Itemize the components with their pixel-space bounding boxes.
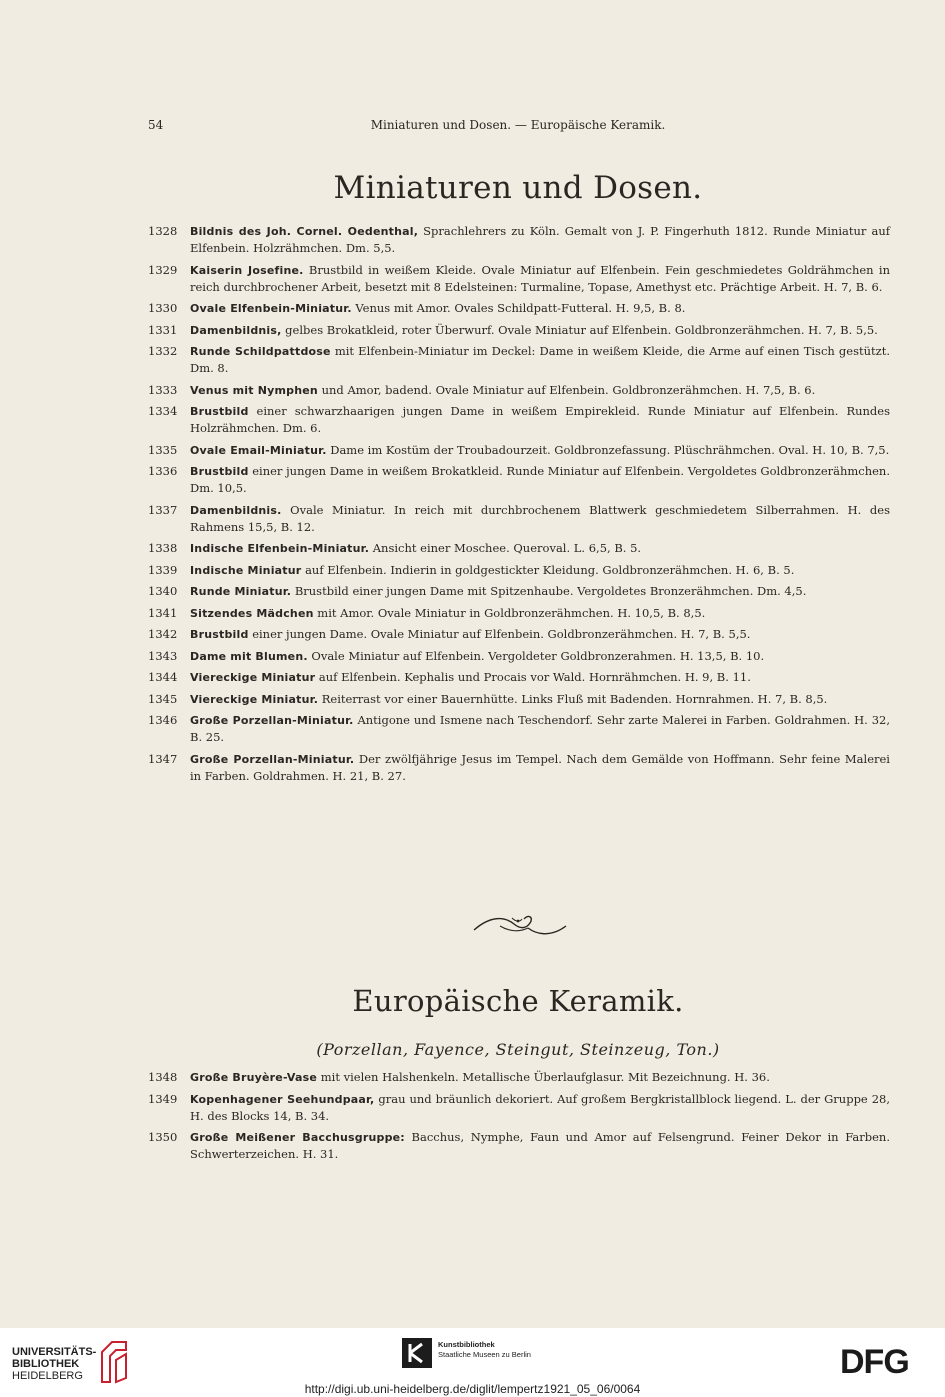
entry-number: 1345 xyxy=(148,691,178,706)
ub-heidelberg-logo-text[interactable] xyxy=(12,1346,96,1382)
entry-number: 1336 xyxy=(148,464,178,478)
entry-title: Venus mit Nymphen xyxy=(190,383,318,397)
catalog-entry xyxy=(148,300,890,317)
entry-title: Brustbild xyxy=(190,465,249,478)
running-title: Miniaturen und Dosen. — Europäische Keramik. xyxy=(370,118,666,132)
entry-number: 1344 xyxy=(148,670,178,684)
entry-title: Brustbild xyxy=(190,405,249,418)
entry-description: einer jungen Dame. Ovale Miniatur auf Elfenbein. Goldbronzerähmchen. H. 7, B. 5,5. xyxy=(248,627,751,641)
entry-number: 1346 xyxy=(148,713,178,727)
entry-description: Ovale Miniatur. In reich mit durchbrochenem Blattwerk geschmiedetem Silberrahmen. H. des Rahmens 15,5, B. 12. xyxy=(190,502,890,534)
entry-title: Damenbildnis. xyxy=(190,503,282,517)
entry-description: Ovale Miniatur auf Elfenbein. Vergoldeter Goldbronzerahmen. H. 13,5, B. 10. xyxy=(307,648,765,663)
entry-text xyxy=(190,502,890,536)
entry-description: Brustbild einer jungen Dame mit Spitzenhaube. Vergoldetes Bronzerähmchen. Dm. 4,5. xyxy=(291,584,807,598)
section-title-ceramics: Europäische Keramik. xyxy=(352,984,684,1018)
entry-number: 1332 xyxy=(148,344,178,358)
entry-title: Große Porzellan-Miniatur. xyxy=(190,714,354,727)
entry-description: mit Amor. Ovale Miniatur in Goldbronzerähmchen. H. 10,5, B. 8,5. xyxy=(313,605,706,620)
entry-text xyxy=(190,605,890,622)
ub-logo-line1: UNIVERSITÄTS- xyxy=(12,1346,97,1358)
entry-title: Damenbildnis, xyxy=(190,323,282,337)
entry-text xyxy=(190,691,890,708)
entry-text xyxy=(190,751,890,785)
entry-number: 1342 xyxy=(148,627,178,641)
entry-text xyxy=(190,262,890,296)
kunstbibliothek-logo-icon xyxy=(402,1338,432,1368)
entry-description: auf Elfenbein. Indierin in goldgestickter Kleidung. Goldbronzerähmchen. H. 6, B. 5. xyxy=(301,562,795,577)
entry-number: 1329 xyxy=(148,262,178,277)
catalog-entry xyxy=(148,648,890,665)
entry-title: Große Bruyère-Vase xyxy=(190,1071,318,1084)
entry-title: Ovale Email-Miniatur. xyxy=(190,443,327,457)
page-number: 54 xyxy=(148,118,164,132)
entry-text xyxy=(190,1129,890,1163)
entry-description: Reiterrast vor einer Bauernhütte. Links Fluß mit Badenden. Hornrahmen. H. 7, B. 8,5. xyxy=(318,691,828,706)
entry-title: Kaiserin Josefine. xyxy=(190,263,304,277)
entry-description: grau und bräunlich dekoriert. Auf großem Bergkristallblock liegend. L. der Gruppe 28, H. des Blocks 14, B. 34. xyxy=(190,1091,890,1123)
entry-number: 1350 xyxy=(148,1130,178,1144)
catalog-entry xyxy=(148,605,890,622)
entry-number: 1337 xyxy=(148,502,178,517)
entry-description: Antigone und Ismene nach Teschendorf. Sehr zarte Malerei in Farben. Goldrahmen. H. 32, B. 25. xyxy=(190,713,890,744)
entry-description: auf Elfenbein. Kephalis und Procais vor Wald. Hornrähmchen. H. 9, B. 11. xyxy=(315,670,751,684)
ub-logo-line2: BIBLIOTHEK xyxy=(12,1358,80,1370)
entry-number: 1338 xyxy=(148,541,178,555)
catalog-entry xyxy=(148,712,890,746)
ub-heidelberg-emblem-icon xyxy=(98,1338,130,1384)
catalog-entry xyxy=(148,343,890,377)
ceramics-entry-list xyxy=(148,1069,890,1168)
entry-text xyxy=(190,322,890,339)
entry-description: mit Elfenbein-Miniatur im Deckel: Dame in weißem Kleide, die Arme auf einen Tisch gestützt. Dm. 8. xyxy=(190,344,890,375)
entry-text xyxy=(190,1091,890,1125)
dfg-logo[interactable]: DFG xyxy=(840,1343,909,1381)
entry-text xyxy=(190,583,890,600)
catalog-entry xyxy=(148,403,890,437)
entry-description: gelbes Brokatkleid, roter Überwurf. Ovale Miniatur auf Elfenbein. Goldbronzerähmchen. H. 7, B. 5,5. xyxy=(281,322,878,337)
entry-description: mit vielen Halshenkeln. Metallische Überlaufglasur. Mit Bezeichnung. H. 36. xyxy=(317,1070,770,1084)
entry-number: 1349 xyxy=(148,1091,178,1106)
entry-text xyxy=(190,300,890,317)
entry-text xyxy=(190,562,890,579)
section-subtitle-ceramics: (Porzellan, Fayence, Steingut, Steinzeug, Ton.) xyxy=(316,1040,720,1059)
entry-text xyxy=(190,712,890,746)
entry-text xyxy=(190,442,890,459)
catalog-entry xyxy=(148,583,890,600)
running-head xyxy=(148,118,888,134)
entry-title: Indische Elfenbein-Miniatur. xyxy=(190,542,370,555)
entry-text xyxy=(190,669,890,686)
entry-description: Dame im Kostüm der Troubadourzeit. Goldbronzefassung. Plüschrähmchen. Oval. H. 10, B. 7,5. xyxy=(326,442,890,457)
entry-number: 1339 xyxy=(148,562,178,577)
catalog-entry xyxy=(148,691,890,708)
entry-text xyxy=(190,540,890,557)
entry-number: 1341 xyxy=(148,605,178,620)
entry-title: Brustbild xyxy=(190,628,249,641)
entry-text xyxy=(190,223,890,257)
entry-description: Brustbild in weißem Kleide. Ovale Miniatur auf Elfenbein. Fein geschmiedetes Goldrähmchen in reich durchbrochener Arbeit, besetzt mit 8 Edelsteinen: Turmaline, Topase, Amethyst etc. Prächtige Arbeit. H. 7, B. 6. xyxy=(190,262,890,294)
catalog-entry xyxy=(148,626,890,643)
entry-title: Viereckige Miniatur. xyxy=(190,692,319,706)
catalog-entry xyxy=(148,502,890,536)
miniatures-entry-list xyxy=(148,223,890,789)
catalog-entry xyxy=(148,540,890,557)
catalog-entry xyxy=(148,1069,890,1086)
catalog-entry xyxy=(148,322,890,339)
entry-number: 1343 xyxy=(148,648,178,663)
entry-number: 1334 xyxy=(148,404,178,418)
entry-number: 1328 xyxy=(148,224,178,238)
entry-description: Bacchus, Nymphe, Faun und Amor auf Felsengrund. Feiner Dekor in Farben. Schwerterzeichen. H. 31. xyxy=(190,1130,890,1161)
entry-title: Bildnis des Joh. Cornel. Oedenthal, xyxy=(190,225,419,238)
catalog-entry xyxy=(148,1091,890,1125)
entry-text xyxy=(190,648,890,665)
entry-number: 1331 xyxy=(148,322,178,337)
permalink-url[interactable]: http://digi.ub.uni-heidelberg.de/diglit/lempertz1921_05_06/0064 xyxy=(304,1382,641,1396)
entry-description: Der zwölfjährige Jesus im Tempel. Nach dem Gemälde von Hoffmann. Sehr feine Malerei in Farben. Goldrahmen. H. 21, B. 27. xyxy=(190,751,890,783)
catalog-entry xyxy=(148,382,890,399)
entry-text xyxy=(190,626,890,643)
entry-title: Große Meißener Bacchusgruppe: xyxy=(190,1131,405,1144)
entry-title: Ovale Elfenbein-Miniatur. xyxy=(190,302,352,315)
entry-text xyxy=(190,1069,890,1086)
catalog-entry xyxy=(148,1129,890,1163)
entry-description: Sprachlehrers zu Köln. Gemalt von J. P. Fingerhuth 1812. Runde Miniatur auf Elfenbein. Holzrähmchen. Dm. 5,5. xyxy=(190,224,890,255)
kunstbibliothek-logo-text[interactable] xyxy=(438,1340,531,1360)
entry-title: Runde Schildpattdose xyxy=(190,345,331,358)
catalog-entry xyxy=(148,463,890,497)
section-title-miniatures: Miniaturen und Dosen. xyxy=(333,170,703,206)
entry-title: Große Porzellan-Miniatur. xyxy=(190,752,355,766)
entry-description: und Amor, badend. Ovale Miniatur auf Elfenbein. Goldbronzerähmchen. H. 7,5, B. 6. xyxy=(317,382,816,397)
entry-text xyxy=(190,343,890,377)
entry-number: 1340 xyxy=(148,584,178,598)
catalog-entry xyxy=(148,223,890,257)
ornament-divider xyxy=(470,910,570,938)
entry-text xyxy=(190,382,890,399)
kb-logo-line2: Staatliche Museen zu Berlin xyxy=(438,1350,531,1359)
entry-number: 1335 xyxy=(148,442,178,457)
catalog-entry xyxy=(148,262,890,296)
entry-title: Dame mit Blumen. xyxy=(190,649,308,663)
catalog-entry xyxy=(148,669,890,686)
entry-text xyxy=(190,463,890,497)
entry-title: Kopenhagener Seehundpaar, xyxy=(190,1092,375,1106)
entry-description: Venus mit Amor. Ovales Schildpatt-Futteral. H. 9,5, B. 8. xyxy=(351,301,686,315)
kb-logo-line1: Kunstbibliothek xyxy=(438,1340,495,1349)
catalog-entry xyxy=(148,562,890,579)
entry-number: 1348 xyxy=(148,1070,178,1084)
entry-description: einer jungen Dame in weißem Brokatkleid. Runde Miniatur auf Elfenbein. Vergoldetes Goldbronzerähmchen. Dm. 10,5. xyxy=(190,464,890,495)
entry-title: Viereckige Miniatur xyxy=(190,671,316,684)
entry-title: Sitzendes Mädchen xyxy=(190,606,314,620)
entry-description: Ansicht einer Moschee. Queroval. L. 6,5, B. 5. xyxy=(369,541,642,555)
entry-number: 1330 xyxy=(148,301,178,315)
entry-description: einer schwarzhaarigen jungen Dame in weißem Empirekleid. Runde Miniatur auf Elfenbein. Rundes Holzrähmchen. Dm. 6. xyxy=(190,404,890,435)
catalog-entry xyxy=(148,442,890,459)
entry-title: Indische Miniatur xyxy=(190,563,302,577)
entry-title: Runde Miniatur. xyxy=(190,585,292,598)
entry-number: 1333 xyxy=(148,382,178,397)
ub-logo-line3: HEIDELBERG xyxy=(12,1370,83,1382)
entry-text xyxy=(190,403,890,437)
entry-number: 1347 xyxy=(148,751,178,766)
catalog-entry xyxy=(148,751,890,785)
